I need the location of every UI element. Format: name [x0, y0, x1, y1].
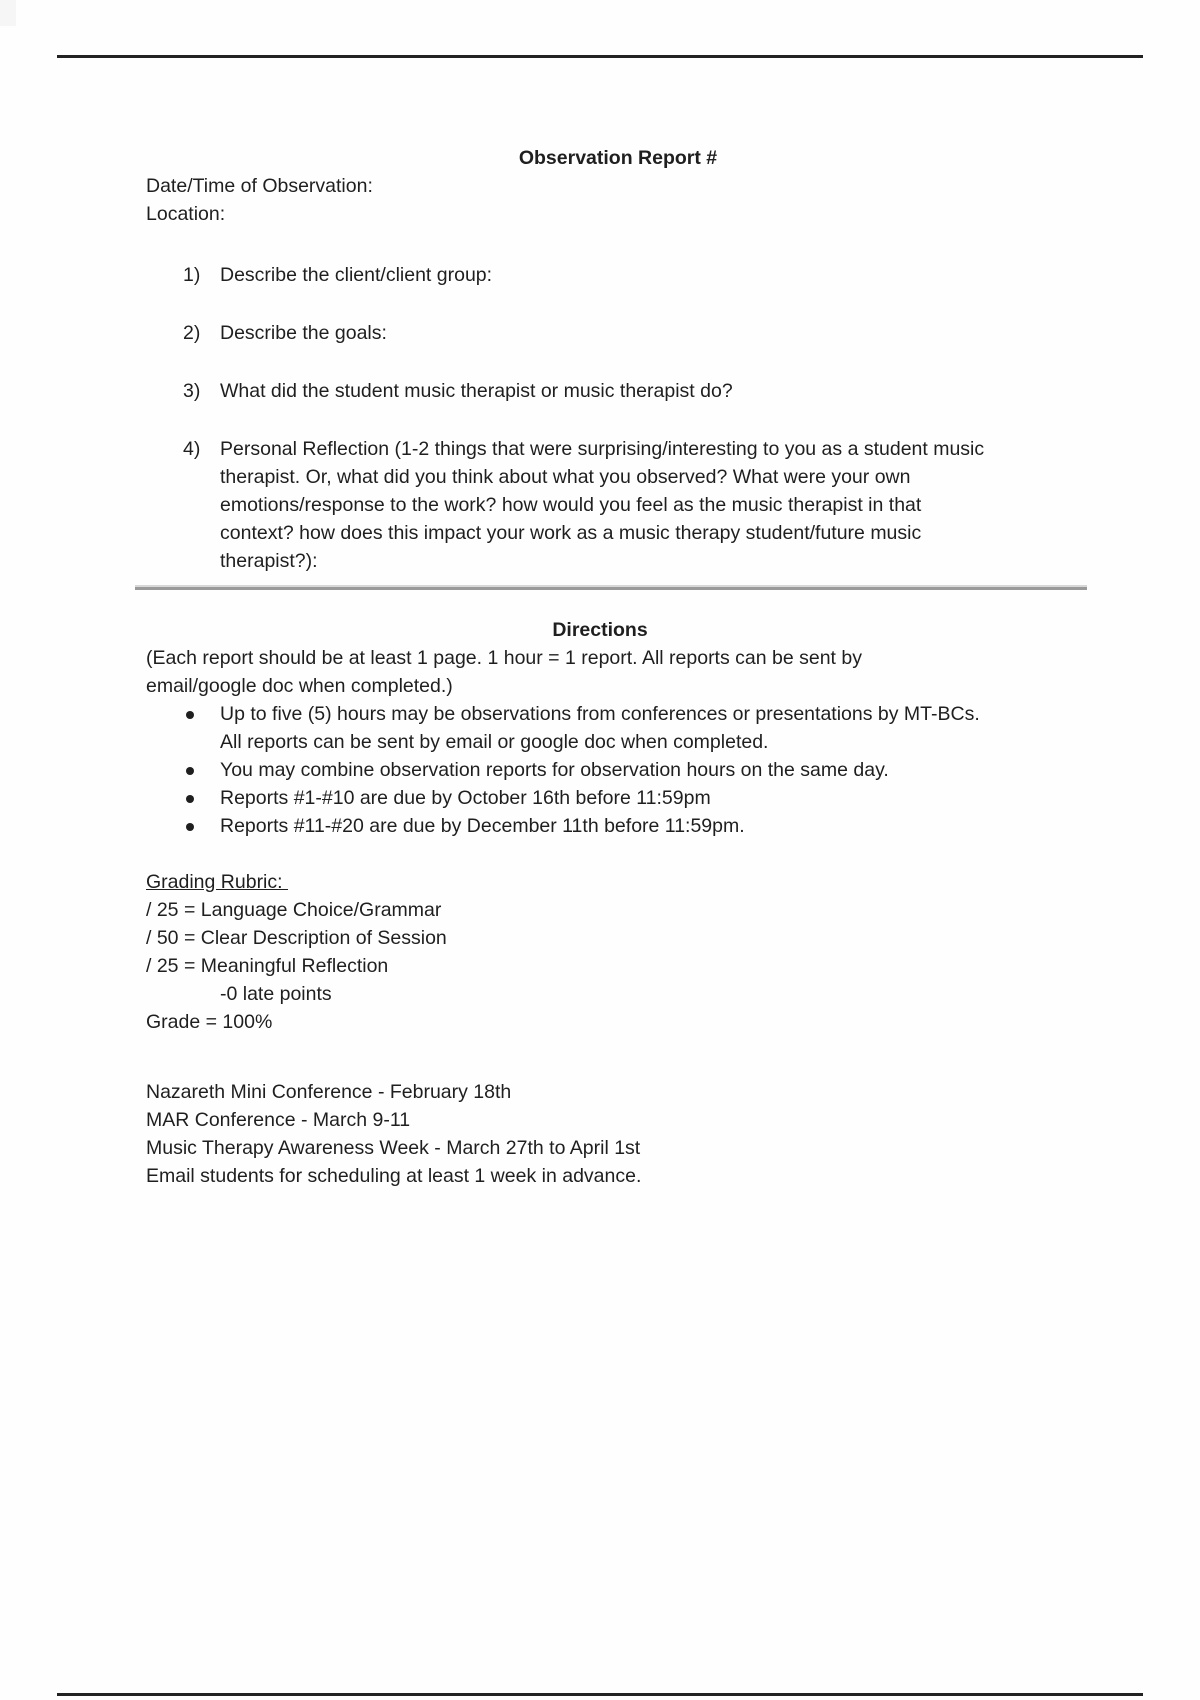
document-content	[146, 144, 1054, 1190]
document-title: Observation Report #	[518, 147, 718, 169]
bullet-line: Reports #1-#10 are due by October 16th before 11:59pm	[220, 787, 711, 809]
question-list	[146, 261, 1054, 575]
question-line: therapist?):	[220, 550, 318, 572]
event-line: Music Therapy Awareness Week - March 27th to April 1st	[146, 1137, 641, 1159]
question-line: Describe the client/client group:	[220, 264, 493, 286]
grading-rubric-heading: Grading Rubric:	[146, 871, 288, 893]
directions-intro-line: (Each report should be at least 1 page. 1 hour = 1 report. All reports can be sent by	[146, 647, 862, 669]
section-divider	[135, 585, 1087, 590]
question-number: 4)	[183, 438, 201, 460]
question-item-4	[146, 435, 1054, 575]
grade-total: Grade = 100%	[146, 1011, 273, 1033]
question-item-3	[146, 377, 1054, 405]
question-number: 2)	[183, 322, 201, 344]
question-line: therapist. Or, what did you think about what you observed? What were your own	[220, 466, 911, 488]
event-line: MAR Conference - March 9-11	[146, 1109, 411, 1131]
grading-rubric-section	[146, 868, 1054, 1036]
bullet-icon	[186, 823, 194, 831]
rubric-line: / 25 = Language Choice/Grammar	[146, 899, 442, 921]
scan-corner-artifact	[0, 0, 16, 26]
page-top-rule	[57, 55, 1143, 58]
late-points-note: -0 late points	[220, 983, 332, 1005]
bullet-item	[146, 756, 1054, 784]
events-section	[146, 1078, 1054, 1190]
page-bottom-rule	[57, 1693, 1143, 1696]
question-line: Personal Reflection (1-2 things that were surprising/interesting to you as a student music	[220, 438, 985, 460]
bullet-line: Reports #11-#20 are due by December 11th before 11:59pm.	[220, 815, 745, 837]
bullet-line: All reports can be sent by email or google doc when completed.	[220, 731, 769, 753]
question-item-2	[146, 319, 1054, 347]
question-number: 1)	[183, 264, 201, 286]
question-line: context? how does this impact your work as a music therapy student/future music	[220, 522, 922, 544]
question-number: 3)	[183, 380, 201, 402]
directions-intro-line: email/google doc when completed.)	[146, 675, 453, 697]
directions-bullet-list	[146, 700, 1054, 840]
bullet-line: You may combine observation reports for observation hours on the same day.	[220, 759, 889, 781]
question-line: What did the student music therapist or music therapist do?	[220, 380, 733, 402]
event-line: Email students for scheduling at least 1 week in advance.	[146, 1165, 642, 1187]
bullet-line: Up to five (5) hours may be observations from conferences or presentations by MT-BCs.	[220, 703, 980, 725]
field-date-time-label: Date/Time of Observation:	[146, 175, 373, 197]
bullet-icon	[186, 711, 194, 719]
rubric-line: / 50 = Clear Description of Session	[146, 927, 447, 949]
rubric-line: / 25 = Meaningful Reflection	[146, 955, 389, 977]
question-line: Describe the goals:	[220, 322, 387, 344]
bullet-icon	[186, 767, 194, 775]
question-item-1	[146, 261, 1054, 289]
event-line: Nazareth Mini Conference - February 18th	[146, 1081, 512, 1103]
bullet-item	[146, 812, 1054, 840]
bullet-item	[146, 700, 1054, 756]
field-location-label: Location:	[146, 203, 226, 225]
question-line: emotions/response to the work? how would you feel as the music therapist in that	[220, 494, 922, 516]
directions-heading: Directions	[552, 619, 648, 641]
bullet-item	[146, 784, 1054, 812]
bullet-icon	[186, 795, 194, 803]
